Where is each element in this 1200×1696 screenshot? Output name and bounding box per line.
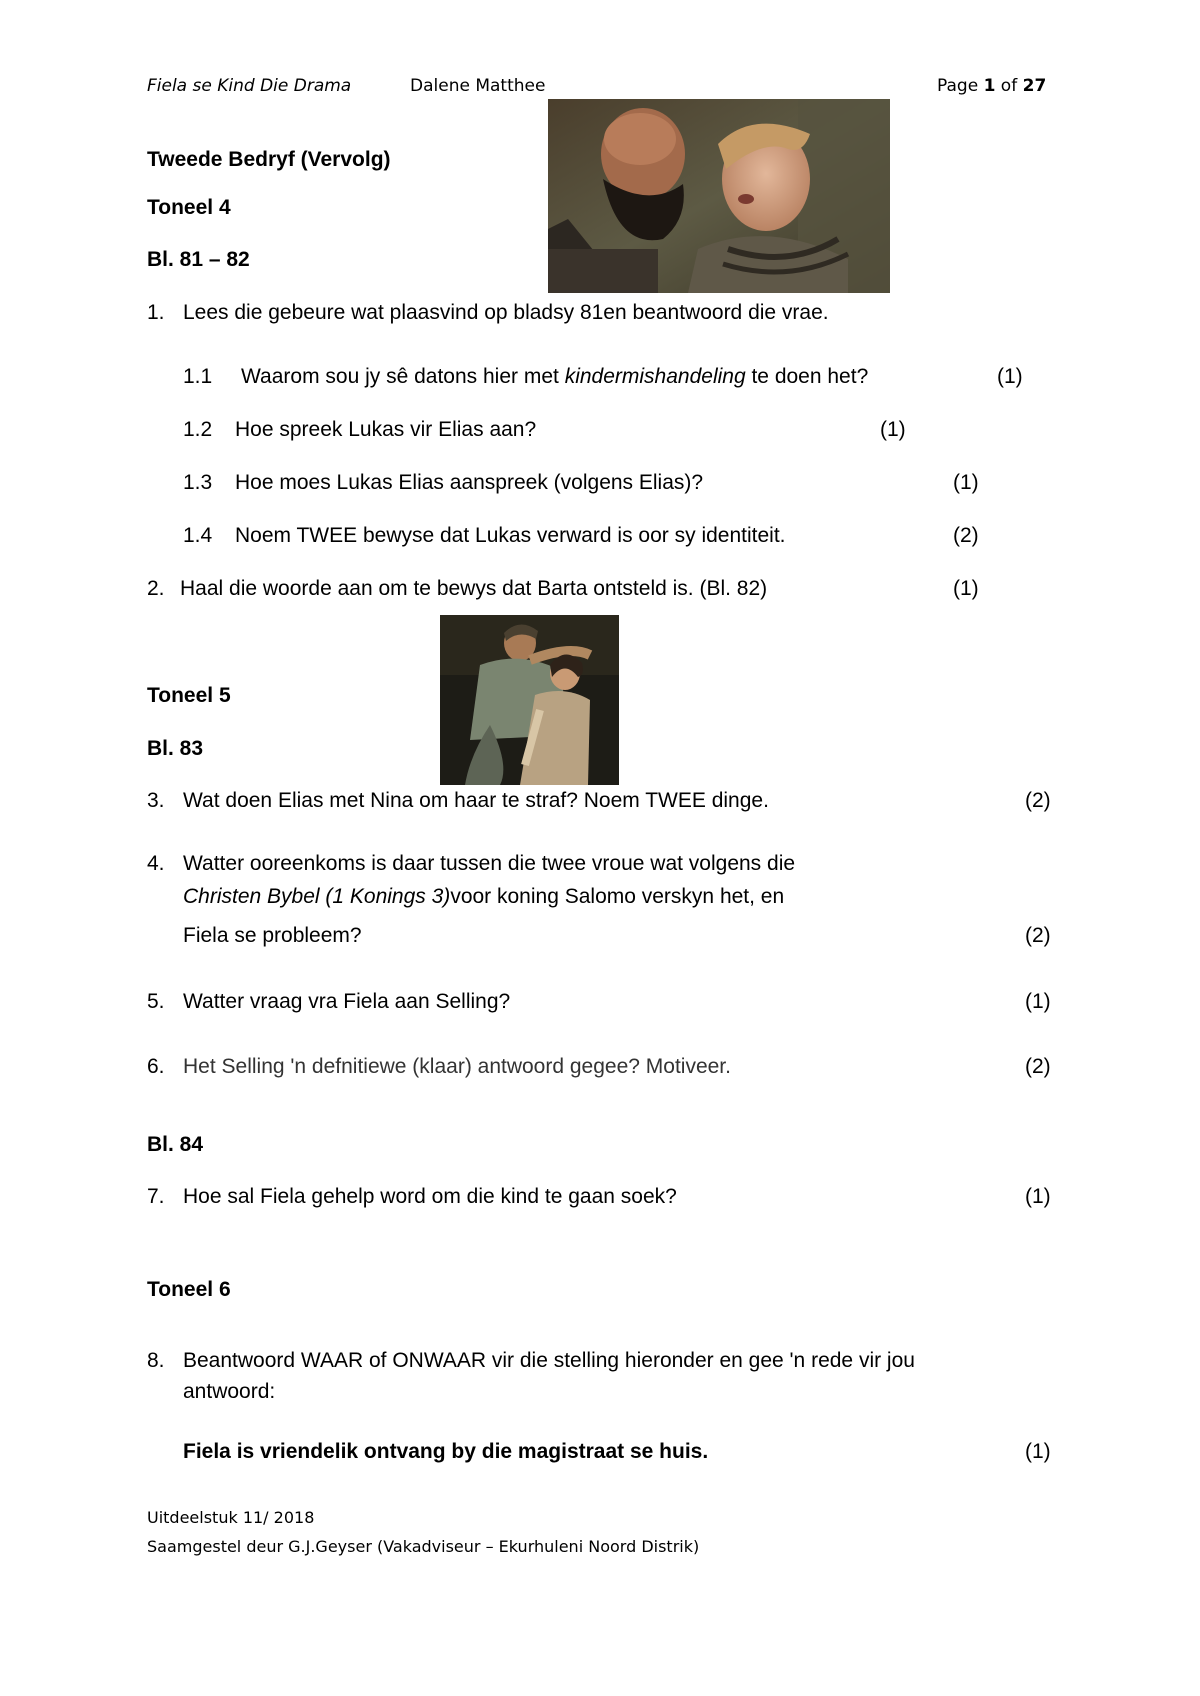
question-3-text: Wat doen Elias met Nina om haar te straf? Noem TWEE dinge.	[183, 789, 769, 812]
document-title: Fiela se Kind Die Drama	[147, 76, 352, 96]
question-1-1-mark: (1)	[997, 365, 1023, 388]
question-5-text: Watter vraag vra Fiela aan Selling?	[183, 990, 511, 1013]
question-1-4-number: 1.4	[183, 524, 213, 547]
question-5-number: 5.	[147, 990, 165, 1013]
question-4-line-1: Watter ooreenkoms is daar tussen die twee vroue wat volgens die	[183, 852, 796, 875]
question-1-2-text: Hoe spreek Lukas vir Elias aan?	[235, 418, 537, 441]
question-8-mark: (1)	[1025, 1440, 1051, 1463]
question-8-line-1: Beantwoord WAAR of ONWAAR vir die stelling hieronder en gee 'n rede vir jou	[183, 1349, 915, 1372]
question-2-text: Haal die woorde aan om te bewys dat Barta ontsteld is. (Bl. 82)	[180, 577, 768, 600]
question-1-2-number: 1.2	[183, 418, 213, 441]
question-1-3-text: Hoe moes Lukas Elias aanspreek (volgens Elias)?	[235, 471, 704, 494]
question-1-4-text: Noem TWEE bewyse dat Lukas verward is oor sy identiteit.	[235, 524, 786, 547]
question-7-text: Hoe sal Fiela gehelp word om die kind te gaan soek?	[183, 1185, 677, 1208]
scene-photo-elias-nina	[440, 615, 619, 785]
act-heading: Tweede Bedryf (Vervolg)	[147, 148, 391, 171]
question-8-statement: Fiela is vriendelik ontvang by die magistraat se huis.	[183, 1440, 709, 1463]
question-6-mark: (2)	[1025, 1055, 1051, 1078]
question-1-1-number: 1.1	[183, 365, 213, 388]
question-2-mark: (1)	[953, 577, 979, 600]
scene-4-heading: Toneel 4	[147, 196, 231, 219]
question-8-number: 8.	[147, 1349, 165, 1372]
author-name: Dalene Matthee	[410, 76, 546, 96]
scene-5-heading: Toneel 5	[147, 684, 231, 707]
footer-compiled-by: Saamgestel deur G.J.Geyser (Vakadviseur – Ekurhuleni Noord Distrik)	[147, 1537, 700, 1556]
question-4-number: 4.	[147, 852, 165, 875]
question-1-2-mark: (1)	[880, 418, 906, 441]
question-3-mark: (2)	[1025, 789, 1051, 812]
question-6-number: 6.	[147, 1055, 165, 1078]
page-83-heading: Bl. 83	[147, 737, 204, 760]
question-1-3-mark: (1)	[953, 471, 979, 494]
question-1-3-number: 1.3	[183, 471, 213, 494]
question-6-text: Het Selling 'n defnitiewe (klaar) antwoord gegee? Motiveer.	[183, 1055, 731, 1078]
question-7-mark: (1)	[1025, 1185, 1051, 1208]
page-number: Page 1 of 27	[937, 76, 1047, 96]
page-84-heading: Bl. 84	[147, 1133, 204, 1156]
question-1-number: 1.	[147, 301, 165, 324]
footer-handout: Uitdeelstuk 11/ 2018	[147, 1508, 315, 1527]
pages-81-82-heading: Bl. 81 – 82	[147, 248, 250, 271]
question-1-1-text: Waarom sou jy sê datons hier met kindermishandeling te doen het?	[241, 365, 869, 388]
question-2-number: 2.	[147, 577, 165, 600]
scene-photo-elias-lukas	[548, 99, 890, 293]
question-3-number: 3.	[147, 789, 165, 812]
question-4-mark: (2)	[1025, 924, 1051, 947]
question-8-line-2: antwoord:	[183, 1380, 276, 1403]
scene-6-heading: Toneel 6	[147, 1278, 231, 1301]
question-4-line-2: Christen Bybel (1 Konings 3)voor koning Salomo verskyn het, en	[183, 885, 785, 908]
question-7-number: 7.	[147, 1185, 165, 1208]
question-5-mark: (1)	[1025, 990, 1051, 1013]
question-4-line-3: Fiela se probleem?	[183, 924, 362, 947]
question-1-4-mark: (2)	[953, 524, 979, 547]
question-1-text: Lees die gebeure wat plaasvind op bladsy 81en beantwoord die vrae.	[183, 301, 829, 324]
